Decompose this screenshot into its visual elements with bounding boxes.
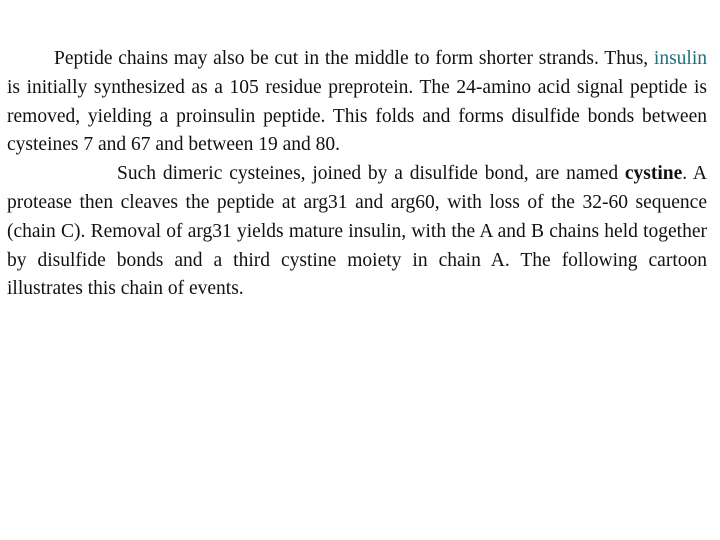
paragraph1-intro: Peptide chains may also be cut in the middle to form shorter strands. Thus,	[54, 48, 654, 69]
paragraph2-intro: Such dimeric cysteines, joined by a disulfide bond, are named	[117, 163, 625, 185]
document-text	[7, 45, 707, 304]
paragraph-cystine	[7, 160, 707, 304]
paragraph-peptide-chains	[7, 45, 707, 160]
cystine-term: cystine	[624, 163, 683, 185]
paragraph2-body: . A protease then cleaves the peptide at arg31 and arg60, with loss of the 32-60 sequence (chain C). Removal of arg31 yields mature insulin, with the A and B chains held together by disulfide bonds and a third cystine moiety in chain A. The following cartoon illustrates this chain of events.	[7, 163, 707, 300]
paragraph1-body: is initially synthesized as a 105 residue preprotein. The 24-amino acid signal peptide is removed, yielding a proinsulin peptide. This folds and forms disulfide bonds between cysteines 7 and 67 and between 19 and 80.	[7, 76, 707, 156]
insulin-link[interactable]: insulin	[653, 48, 707, 69]
